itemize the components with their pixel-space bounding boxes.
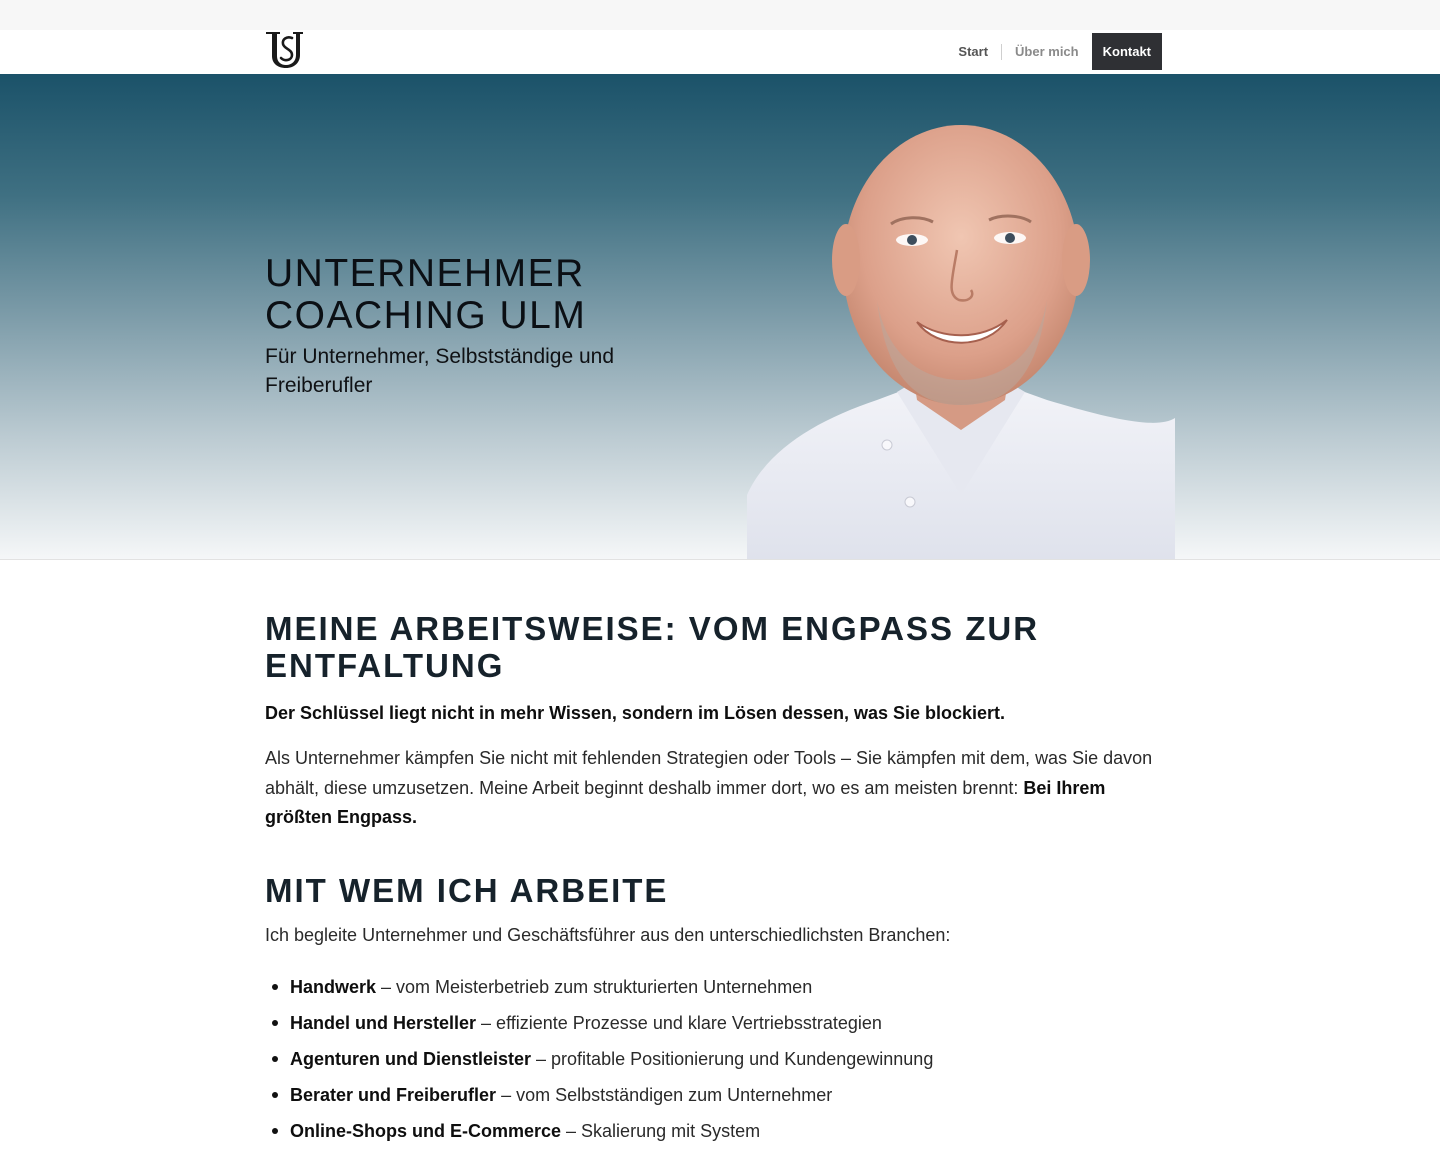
paragraph-text: Als Unternehmer kämpfen Sie nicht mit fehlenden Strategien oder Tools – Sie kämpfen mit dem, was Sie davon abhält, diese umzusetzen. Meine Arbeit beginnt deshalb immer dort, wo es am meisten brennt: <box>265 748 1153 798</box>
list-item <box>265 1113 1165 1149</box>
section-lead: Der Schlüssel liegt nicht in mehr Wissen, sondern im Lösen dessen, was Sie blockiert. <box>265 703 1006 723</box>
hero-divider <box>0 559 1440 560</box>
list-item-bold: Berater und Freiberufler <box>290 1085 497 1105</box>
nav-item-start[interactable]: Start <box>958 44 989 59</box>
list-item-bold: Online-Shops und E-Commerce <box>290 1121 562 1141</box>
list-item-bold: Handel und Hersteller <box>290 1013 477 1033</box>
nav-item-kontakt[interactable]: Kontakt <box>1092 33 1162 70</box>
industry-list <box>265 969 1165 1149</box>
top-bar <box>0 0 1440 30</box>
list-item-text: – vom Meisterbetrieb zum strukturierten Unternehmen <box>376 977 813 997</box>
main-nav <box>945 33 1162 70</box>
hero-section <box>0 74 1440 559</box>
list-item-text: – vom Selbstständigen zum Unternehmer <box>496 1085 833 1105</box>
list-item-text: – profitable Positionierung und Kundengewinnung <box>531 1049 934 1069</box>
list-item-bold: Agenturen und Dienstleister <box>290 1049 532 1069</box>
section-heading-mit-wem: MIT WEM ICH ARBEITE <box>265 872 669 909</box>
hero-subtitle: Für Unternehmer, Selbstständige und Freiberufler <box>265 345 615 397</box>
list-item <box>265 1005 1165 1041</box>
list-item <box>265 969 1165 1005</box>
list-item <box>265 1041 1165 1077</box>
section-paragraph <box>265 744 1165 833</box>
hero-title-line1: UNTERNEHMER <box>265 252 585 295</box>
section-intro: Ich begleite Unternehmer und Geschäftsführer aus den unterschiedlichsten Branchen: <box>265 925 951 945</box>
list-item <box>265 1077 1165 1113</box>
nav-item-ueber-mich[interactable]: Über mich <box>1015 44 1079 59</box>
hero-title <box>265 253 705 337</box>
site-header <box>0 30 1440 74</box>
portrait-image <box>747 100 1175 559</box>
paragraph-emphasis: Bei Ihrem größten Engpass. <box>265 777 1106 827</box>
site-logo-icon[interactable] <box>263 28 307 70</box>
section-heading-arbeitsweise: MEINE ARBEITSWEISE: VOM ENGPASS ZUR ENTFALTUNG <box>265 610 1040 684</box>
list-item-bold: Handwerk <box>290 977 377 997</box>
list-item-text: – Skalierung mit System <box>561 1121 761 1141</box>
list-item-text: – effiziente Prozesse und klare Vertriebsstrategien <box>476 1013 882 1033</box>
hero-title-line2: COACHING ULM <box>265 294 587 337</box>
